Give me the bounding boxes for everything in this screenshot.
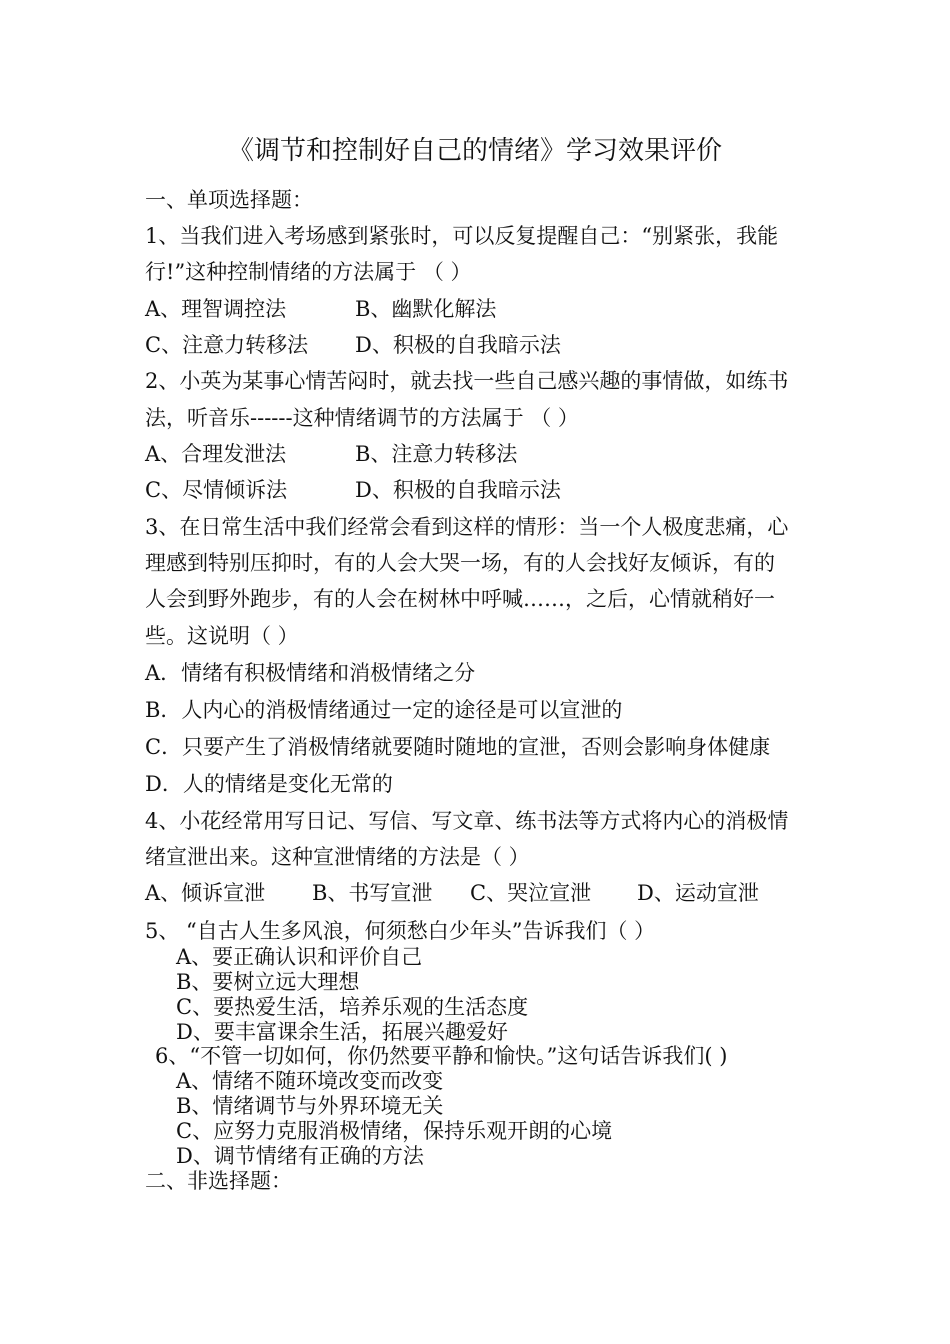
question-3-option-c: C．只要产生了消极情绪就要随时随地的宣泄，否则会影响身体健康 — [145, 735, 771, 759]
question-5-stem: 5、 “自古人生多风浪，何须愁白少年头”告诉我们（ ） — [145, 919, 656, 943]
question-6-option-d: D、调节情绪有正确的方法 — [176, 1144, 424, 1168]
question-5-option-d: D、要丰富课余生活，拓展兴趣爱好 — [176, 1020, 508, 1044]
question-4-option-d: D、运动宣泄 — [637, 881, 759, 905]
question-1-option-b: B、幽默化解法 — [355, 297, 497, 321]
question-2-option-c: C、尽情倾诉法 — [145, 478, 288, 502]
question-2-stem: 2、小英为某事心情苦闷时，就去找一些自己感兴趣的事情做，如练书 — [145, 369, 789, 393]
question-3-stem-cont-1: 理感到特别压抑时，有的人会大哭一场，有的人会找好友倾诉，有的 — [145, 551, 775, 575]
question-3-option-a: A．情绪有积极情绪和消极情绪之分 — [145, 661, 476, 685]
question-4-option-b: B、书写宣泄 — [312, 881, 433, 905]
page-title: 《调节和控制好自己的情绪》学习效果评价 — [227, 136, 722, 166]
question-2-option-a: A、合理发泄法 — [145, 442, 287, 466]
question-6-stem: 6、“不管一切如何，你仍然要平静和愉快。”这句话告诉我们( ) — [155, 1044, 728, 1068]
question-2-stem-cont: 法，听音乐------这种情绪调节的方法属于 （ ） — [145, 406, 579, 430]
question-3-option-b: B．人内心的消极情绪通过一定的途径是可以宣泄的 — [145, 698, 623, 722]
question-3-stem: 3、在日常生活中我们经常会看到这样的情形：当一个人极度悲痛，心 — [145, 515, 789, 539]
question-2-option-d: D、积极的自我暗示法 — [355, 478, 561, 502]
section-heading-single-choice: 一、单项选择题： — [145, 188, 313, 212]
question-6-option-c: C、应努力克服消极情绪，保持乐观开朗的心境 — [176, 1119, 613, 1143]
question-2-option-b: B、注意力转移法 — [355, 442, 518, 466]
question-5-option-a: A、要正确认识和评价自己 — [176, 945, 423, 969]
question-6-option-a: A、情绪不随环境改变而改变 — [176, 1069, 444, 1093]
question-1-stem: 1、当我们进入考场感到紧张时，可以反复提醒自己：“别紧张，我能 — [145, 224, 779, 248]
question-3-stem-cont-2: 人会到野外跑步，有的人会在树林中呼喊……，之后，心情就稍好一 — [145, 587, 775, 611]
question-4-option-a: A、倾诉宣泄 — [145, 881, 266, 905]
question-3-stem-cont-3: 些。这说明（ ） — [145, 624, 299, 648]
question-1-option-d: D、积极的自我暗示法 — [355, 333, 561, 357]
question-6-option-b: B、情绪调节与外界环境无关 — [176, 1094, 444, 1118]
question-5-option-b: B、要树立远大理想 — [176, 970, 360, 994]
question-3-option-d: D．人的情绪是变化无常的 — [145, 772, 393, 796]
question-5-option-c: C、要热爱生活，培养乐观的生活态度 — [176, 995, 529, 1019]
question-1-option-c: C、注意力转移法 — [145, 333, 309, 357]
question-4-option-c: C、哭泣宣泄 — [470, 881, 592, 905]
question-1-option-a: A、理智调控法 — [145, 297, 287, 321]
question-1-stem-cont: 行!”这种控制情绪的方法属于 （ ） — [145, 260, 472, 284]
question-4-stem: 4、小花经常用写日记、写信、写文章、练书法等方式将内心的消极情 — [145, 809, 789, 833]
question-4-stem-cont: 绪宣泄出来。这种宣泄情绪的方法是（ ） — [145, 845, 530, 869]
section-heading-non-choice: 二、非选择题： — [145, 1169, 292, 1193]
